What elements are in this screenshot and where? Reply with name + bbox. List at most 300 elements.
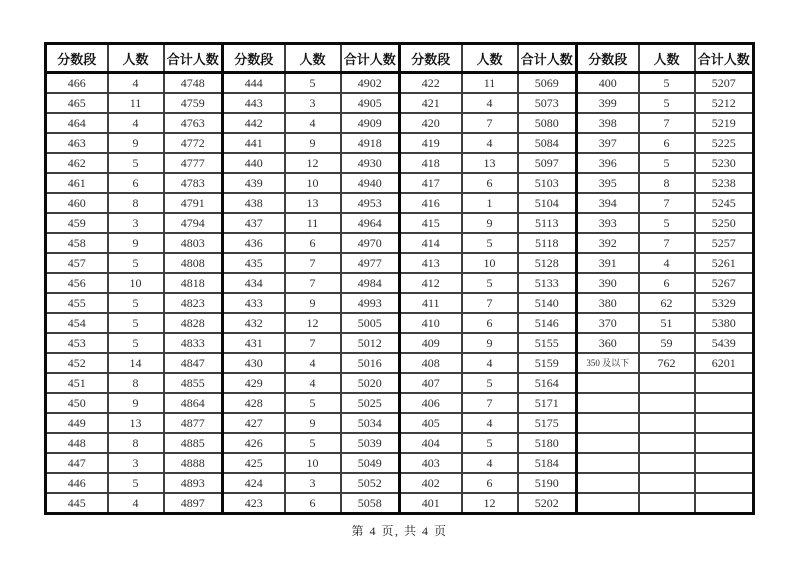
table-cell: 397 bbox=[577, 133, 639, 153]
table-cell: 4993 bbox=[341, 293, 400, 313]
table-cell: 5 bbox=[285, 393, 341, 413]
table-cell: 360 bbox=[577, 333, 639, 353]
table-cell: 5159 bbox=[518, 353, 577, 373]
table-cell: 5016 bbox=[341, 353, 400, 373]
table-cell: 4897 bbox=[164, 493, 223, 514]
table-cell: 438 bbox=[223, 193, 285, 213]
table-cell: 5155 bbox=[518, 333, 577, 353]
table-cell: 407 bbox=[400, 373, 462, 393]
table-cell: 434 bbox=[223, 273, 285, 293]
table-cell: 417 bbox=[400, 173, 462, 193]
table-cell: 4905 bbox=[341, 93, 400, 113]
table-cell: 4902 bbox=[341, 73, 400, 94]
table-cell bbox=[577, 413, 639, 433]
table-cell: 433 bbox=[223, 293, 285, 313]
table-cell: 4 bbox=[462, 93, 518, 113]
table-cell: 8 bbox=[108, 193, 164, 213]
table-cell: 430 bbox=[223, 353, 285, 373]
table-cell: 5 bbox=[285, 73, 341, 94]
table-cell bbox=[577, 473, 639, 493]
table-cell: 12 bbox=[285, 313, 341, 333]
table-cell: 399 bbox=[577, 93, 639, 113]
table-cell: 403 bbox=[400, 453, 462, 473]
header-cell: 合计人数 bbox=[164, 44, 223, 73]
table-row bbox=[46, 393, 754, 413]
table-cell: 5190 bbox=[518, 473, 577, 493]
table-cell: 431 bbox=[223, 333, 285, 353]
table-cell: 394 bbox=[577, 193, 639, 213]
table-cell: 402 bbox=[400, 473, 462, 493]
table-cell bbox=[577, 433, 639, 453]
table-cell: 5 bbox=[462, 233, 518, 253]
table-cell bbox=[639, 493, 695, 514]
table-cell: 9 bbox=[108, 133, 164, 153]
table-cell: 392 bbox=[577, 233, 639, 253]
header-row bbox=[46, 44, 754, 73]
table-cell: 13 bbox=[462, 153, 518, 173]
table-cell: 4794 bbox=[164, 213, 223, 233]
table-cell: 6 bbox=[108, 173, 164, 193]
table-cell: 4818 bbox=[164, 273, 223, 293]
table-cell: 415 bbox=[400, 213, 462, 233]
table-cell: 443 bbox=[223, 93, 285, 113]
table-row bbox=[46, 333, 754, 353]
table-cell: 4791 bbox=[164, 193, 223, 213]
table-cell: 4855 bbox=[164, 373, 223, 393]
table-cell: 444 bbox=[223, 73, 285, 94]
table-row bbox=[46, 313, 754, 333]
table-cell: 5052 bbox=[341, 473, 400, 493]
table-cell: 5175 bbox=[518, 413, 577, 433]
table-row bbox=[46, 273, 754, 293]
table-cell: 4803 bbox=[164, 233, 223, 253]
table-cell: 435 bbox=[223, 253, 285, 273]
header-cell: 人数 bbox=[108, 44, 164, 73]
table-cell: 5 bbox=[285, 433, 341, 453]
table-cell: 5073 bbox=[518, 93, 577, 113]
table-cell: 459 bbox=[46, 213, 108, 233]
table-cell bbox=[639, 473, 695, 493]
table-cell bbox=[695, 373, 754, 393]
table-cell: 62 bbox=[639, 293, 695, 313]
table-cell: 7 bbox=[639, 113, 695, 133]
table-cell: 4763 bbox=[164, 113, 223, 133]
table-cell: 6 bbox=[462, 473, 518, 493]
table-cell: 10 bbox=[285, 453, 341, 473]
header-cell: 人数 bbox=[639, 44, 695, 73]
table-cell: 401 bbox=[400, 493, 462, 514]
table-cell: 409 bbox=[400, 333, 462, 353]
table-cell bbox=[577, 453, 639, 473]
table-cell: 396 bbox=[577, 153, 639, 173]
table-cell: 424 bbox=[223, 473, 285, 493]
table-cell: 4 bbox=[108, 113, 164, 133]
table-cell bbox=[639, 453, 695, 473]
table-cell: 3 bbox=[285, 473, 341, 493]
table-row bbox=[46, 213, 754, 233]
table-cell: 8 bbox=[639, 173, 695, 193]
table-cell: 9 bbox=[462, 213, 518, 233]
page-footer: 第 4 页, 共 4 页 bbox=[351, 524, 448, 538]
table-cell: 5257 bbox=[695, 233, 754, 253]
table-cell: 4964 bbox=[341, 213, 400, 233]
table-cell: 5439 bbox=[695, 333, 754, 353]
table-cell: 462 bbox=[46, 153, 108, 173]
table-cell: 425 bbox=[223, 453, 285, 473]
table-cell: 5118 bbox=[518, 233, 577, 253]
table-cell: 4 bbox=[462, 133, 518, 153]
table-cell: 4 bbox=[108, 493, 164, 514]
table-cell: 5084 bbox=[518, 133, 577, 153]
table-cell: 4918 bbox=[341, 133, 400, 153]
table-cell: 10 bbox=[108, 273, 164, 293]
header-cell: 合计人数 bbox=[341, 44, 400, 73]
table-cell bbox=[639, 393, 695, 413]
table-cell: 9 bbox=[285, 133, 341, 153]
table-cell: 5103 bbox=[518, 173, 577, 193]
table-cell: 12 bbox=[285, 153, 341, 173]
table-cell: 465 bbox=[46, 93, 108, 113]
table-cell: 5380 bbox=[695, 313, 754, 333]
table-cell: 426 bbox=[223, 433, 285, 453]
table-row bbox=[46, 493, 754, 514]
table-cell: 453 bbox=[46, 333, 108, 353]
table-cell: 464 bbox=[46, 113, 108, 133]
table-cell: 6 bbox=[639, 273, 695, 293]
table-cell: 432 bbox=[223, 313, 285, 333]
table-cell: 4940 bbox=[341, 173, 400, 193]
table-cell: 5 bbox=[639, 93, 695, 113]
table-cell bbox=[639, 373, 695, 393]
table-cell: 9 bbox=[462, 333, 518, 353]
header-cell: 人数 bbox=[462, 44, 518, 73]
table-cell: 13 bbox=[108, 413, 164, 433]
table-cell: 10 bbox=[462, 253, 518, 273]
table-cell: 5184 bbox=[518, 453, 577, 473]
table-cell: 461 bbox=[46, 173, 108, 193]
table-cell: 5 bbox=[462, 273, 518, 293]
table-cell: 466 bbox=[46, 73, 108, 94]
table-row bbox=[46, 173, 754, 193]
table-cell: 404 bbox=[400, 433, 462, 453]
table-cell: 5329 bbox=[695, 293, 754, 313]
table-cell: 3 bbox=[108, 213, 164, 233]
table-cell: 406 bbox=[400, 393, 462, 413]
table-cell: 5171 bbox=[518, 393, 577, 413]
table-cell: 3 bbox=[108, 453, 164, 473]
table-row bbox=[46, 473, 754, 493]
table-cell: 5140 bbox=[518, 293, 577, 313]
table-cell: 422 bbox=[400, 73, 462, 94]
table-cell: 5133 bbox=[518, 273, 577, 293]
table-cell: 428 bbox=[223, 393, 285, 413]
table-cell: 5012 bbox=[341, 333, 400, 353]
table-cell: 5 bbox=[108, 333, 164, 353]
table-cell: 5 bbox=[108, 473, 164, 493]
table-cell: 6201 bbox=[695, 353, 754, 373]
header-cell: 合计人数 bbox=[518, 44, 577, 73]
table-row bbox=[46, 153, 754, 173]
table-cell: 427 bbox=[223, 413, 285, 433]
table-cell: 449 bbox=[46, 413, 108, 433]
table-cell: 5113 bbox=[518, 213, 577, 233]
table-cell: 7 bbox=[285, 273, 341, 293]
table-cell: 4 bbox=[108, 73, 164, 94]
table-cell: 4909 bbox=[341, 113, 400, 133]
table-cell: 7 bbox=[462, 293, 518, 313]
table-cell bbox=[639, 433, 695, 453]
table-cell: 416 bbox=[400, 193, 462, 213]
table-cell: 437 bbox=[223, 213, 285, 233]
table-cell: 5097 bbox=[518, 153, 577, 173]
table-cell: 5230 bbox=[695, 153, 754, 173]
table-cell: 4 bbox=[285, 113, 341, 133]
table-cell: 7 bbox=[462, 113, 518, 133]
table-cell bbox=[695, 413, 754, 433]
table-cell: 454 bbox=[46, 313, 108, 333]
table-cell: 398 bbox=[577, 113, 639, 133]
table-cell: 12 bbox=[462, 493, 518, 514]
table-cell: 4 bbox=[285, 353, 341, 373]
table-cell: 418 bbox=[400, 153, 462, 173]
table-cell: 4833 bbox=[164, 333, 223, 353]
table-cell: 4777 bbox=[164, 153, 223, 173]
table-cell: 5049 bbox=[341, 453, 400, 473]
table-cell: 762 bbox=[639, 353, 695, 373]
table-cell: 7 bbox=[639, 193, 695, 213]
table-row bbox=[46, 233, 754, 253]
table-cell: 5219 bbox=[695, 113, 754, 133]
table-cell: 4864 bbox=[164, 393, 223, 413]
table-cell: 5164 bbox=[518, 373, 577, 393]
table-cell: 451 bbox=[46, 373, 108, 393]
header-cell: 合计人数 bbox=[695, 44, 754, 73]
table-cell: 457 bbox=[46, 253, 108, 273]
header-cell: 人数 bbox=[285, 44, 341, 73]
table-cell: 6 bbox=[285, 233, 341, 253]
table-cell: 4808 bbox=[164, 253, 223, 273]
table-cell: 5 bbox=[108, 313, 164, 333]
table-cell bbox=[695, 493, 754, 514]
table-cell: 5 bbox=[108, 293, 164, 313]
table-cell: 455 bbox=[46, 293, 108, 313]
table-cell: 448 bbox=[46, 433, 108, 453]
table-cell: 9 bbox=[108, 233, 164, 253]
table-cell: 4 bbox=[462, 413, 518, 433]
table-cell: 391 bbox=[577, 253, 639, 273]
table-cell: 4877 bbox=[164, 413, 223, 433]
table-cell: 405 bbox=[400, 413, 462, 433]
table-cell: 370 bbox=[577, 313, 639, 333]
table-cell: 4 bbox=[462, 353, 518, 373]
table-cell: 447 bbox=[46, 453, 108, 473]
table-cell: 5180 bbox=[518, 433, 577, 453]
table-cell bbox=[695, 453, 754, 473]
table-row bbox=[46, 73, 754, 94]
table-cell: 393 bbox=[577, 213, 639, 233]
table-cell: 350 及以下 bbox=[577, 353, 639, 373]
table-cell bbox=[695, 393, 754, 413]
table-cell: 5128 bbox=[518, 253, 577, 273]
table-cell: 442 bbox=[223, 113, 285, 133]
table-cell: 5 bbox=[462, 433, 518, 453]
table-cell: 4 bbox=[285, 373, 341, 393]
table-cell: 411 bbox=[400, 293, 462, 313]
table-cell: 59 bbox=[639, 333, 695, 353]
table-cell: 414 bbox=[400, 233, 462, 253]
table-cell bbox=[695, 473, 754, 493]
table-cell: 4823 bbox=[164, 293, 223, 313]
table-cell: 4748 bbox=[164, 73, 223, 94]
table-cell: 5005 bbox=[341, 313, 400, 333]
table-cell: 11 bbox=[462, 73, 518, 94]
table-cell: 7 bbox=[639, 233, 695, 253]
table-cell: 5034 bbox=[341, 413, 400, 433]
table-cell: 458 bbox=[46, 233, 108, 253]
table-cell: 51 bbox=[639, 313, 695, 333]
table-cell: 5267 bbox=[695, 273, 754, 293]
table-cell: 7 bbox=[285, 253, 341, 273]
table-cell: 5245 bbox=[695, 193, 754, 213]
table-cell: 410 bbox=[400, 313, 462, 333]
table-cell: 5146 bbox=[518, 313, 577, 333]
table-cell: 421 bbox=[400, 93, 462, 113]
table-cell: 4772 bbox=[164, 133, 223, 153]
table-cell: 429 bbox=[223, 373, 285, 393]
table-cell: 4930 bbox=[341, 153, 400, 173]
table-cell: 439 bbox=[223, 173, 285, 193]
table-cell: 408 bbox=[400, 353, 462, 373]
table-cell: 441 bbox=[223, 133, 285, 153]
table-cell: 5104 bbox=[518, 193, 577, 213]
table-cell: 1 bbox=[462, 193, 518, 213]
table-cell: 6 bbox=[462, 313, 518, 333]
table-row bbox=[46, 373, 754, 393]
table-cell: 5 bbox=[639, 73, 695, 94]
table-row bbox=[46, 433, 754, 453]
table-cell: 4783 bbox=[164, 173, 223, 193]
table-cell: 4977 bbox=[341, 253, 400, 273]
table-cell: 5238 bbox=[695, 173, 754, 193]
table-cell: 450 bbox=[46, 393, 108, 413]
table-cell: 395 bbox=[577, 173, 639, 193]
table-cell: 8 bbox=[108, 373, 164, 393]
table-cell: 413 bbox=[400, 253, 462, 273]
table-row bbox=[46, 133, 754, 153]
table-cell: 423 bbox=[223, 493, 285, 514]
table-cell: 460 bbox=[46, 193, 108, 213]
table-row bbox=[46, 93, 754, 113]
table-cell: 390 bbox=[577, 273, 639, 293]
table-cell: 11 bbox=[108, 93, 164, 113]
table-cell: 4970 bbox=[341, 233, 400, 253]
table-cell: 4953 bbox=[341, 193, 400, 213]
table-cell: 420 bbox=[400, 113, 462, 133]
table-cell: 5058 bbox=[341, 493, 400, 514]
table-cell: 4893 bbox=[164, 473, 223, 493]
table-cell: 7 bbox=[462, 393, 518, 413]
header-cell: 分数段 bbox=[400, 44, 462, 73]
table-cell: 5207 bbox=[695, 73, 754, 94]
table-cell: 4828 bbox=[164, 313, 223, 333]
table-cell bbox=[577, 393, 639, 413]
table-cell: 4984 bbox=[341, 273, 400, 293]
table-cell: 5080 bbox=[518, 113, 577, 133]
table-row bbox=[46, 293, 754, 313]
table-cell: 4885 bbox=[164, 433, 223, 453]
table-cell: 9 bbox=[285, 293, 341, 313]
table-row bbox=[46, 413, 754, 433]
table-cell: 446 bbox=[46, 473, 108, 493]
table-cell: 11 bbox=[285, 213, 341, 233]
table-cell: 4 bbox=[462, 453, 518, 473]
table-cell: 9 bbox=[108, 393, 164, 413]
table-row bbox=[46, 453, 754, 473]
table-cell: 419 bbox=[400, 133, 462, 153]
table-cell: 412 bbox=[400, 273, 462, 293]
table-cell: 8 bbox=[108, 433, 164, 453]
table-cell: 5 bbox=[108, 153, 164, 173]
table-cell: 4759 bbox=[164, 93, 223, 113]
table-cell: 9 bbox=[285, 413, 341, 433]
table-cell: 400 bbox=[577, 73, 639, 94]
table-cell: 5202 bbox=[518, 493, 577, 514]
table-cell: 5 bbox=[639, 153, 695, 173]
table-row bbox=[46, 353, 754, 373]
table-cell bbox=[639, 413, 695, 433]
table-cell: 14 bbox=[108, 353, 164, 373]
table-cell: 5261 bbox=[695, 253, 754, 273]
table-cell: 4 bbox=[639, 253, 695, 273]
table-cell: 440 bbox=[223, 153, 285, 173]
table-cell: 10 bbox=[285, 173, 341, 193]
table-cell: 5212 bbox=[695, 93, 754, 113]
table-row bbox=[46, 113, 754, 133]
table-cell: 5020 bbox=[341, 373, 400, 393]
table-cell bbox=[577, 373, 639, 393]
table-cell: 5225 bbox=[695, 133, 754, 153]
table-cell: 3 bbox=[285, 93, 341, 113]
table-cell: 5 bbox=[108, 253, 164, 273]
table-cell bbox=[695, 433, 754, 453]
table-cell: 452 bbox=[46, 353, 108, 373]
table-cell: 456 bbox=[46, 273, 108, 293]
table-cell: 13 bbox=[285, 193, 341, 213]
table-cell: 4888 bbox=[164, 453, 223, 473]
table-cell: 5250 bbox=[695, 213, 754, 233]
table-cell: 6 bbox=[462, 173, 518, 193]
table-cell: 5039 bbox=[341, 433, 400, 453]
header-cell: 分数段 bbox=[577, 44, 639, 73]
table-cell: 5 bbox=[462, 373, 518, 393]
table-body bbox=[46, 73, 754, 514]
table-row bbox=[46, 253, 754, 273]
score-distribution-table bbox=[44, 42, 755, 515]
table-cell: 5025 bbox=[341, 393, 400, 413]
table-cell: 7 bbox=[285, 333, 341, 353]
table-cell: 4847 bbox=[164, 353, 223, 373]
table-cell: 380 bbox=[577, 293, 639, 313]
table-cell bbox=[577, 493, 639, 514]
table-cell: 5069 bbox=[518, 73, 577, 94]
table-cell: 5 bbox=[639, 213, 695, 233]
header-cell: 分数段 bbox=[46, 44, 108, 73]
table-cell: 6 bbox=[285, 493, 341, 514]
header-cell: 分数段 bbox=[223, 44, 285, 73]
table-cell: 436 bbox=[223, 233, 285, 253]
table-cell: 445 bbox=[46, 493, 108, 514]
table-row bbox=[46, 193, 754, 213]
